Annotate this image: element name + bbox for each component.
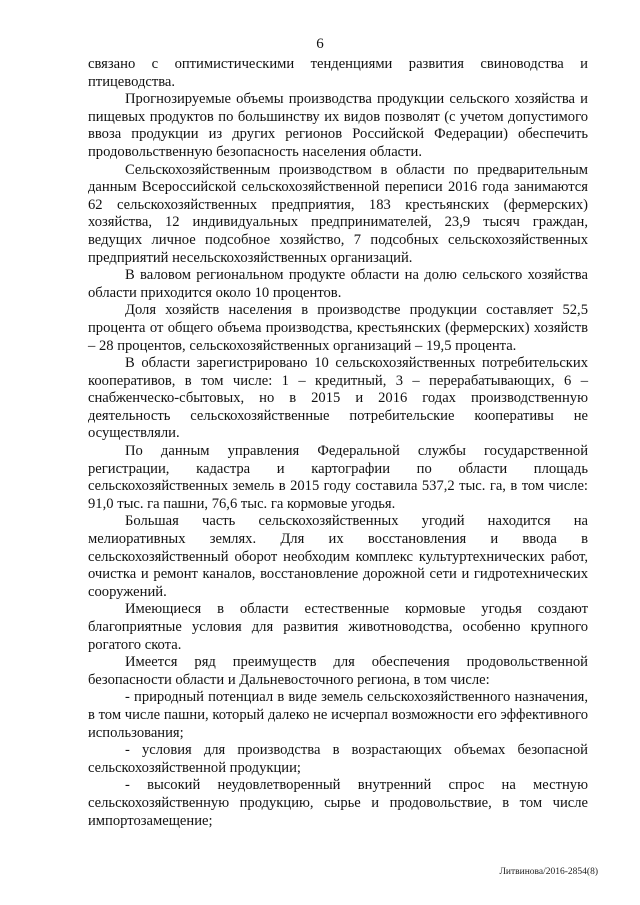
paragraph-grp-share: В валовом региональном продукте области на долю сельского хозяйства области приходится около 10 процентов. (88, 267, 588, 301)
paragraph-land-area: По данным управления Федеральной службы государственной регистрации, кадастра и картографии по области площадь сельскохозяйственных земель в 2015 году составила 537,2 тыс. га, в том числе: 91,0 тыс. га пашни, 76,6 тыс. га кормовые угодья. (88, 443, 588, 512)
paragraph-cooperatives: В области зарегистрировано 10 сельскохозяйственных потребительских кооперативов, в том числе: 1 – кредитный, 3 – перерабатывающих, 6 – снабженческо-сбытовых, но в 2015 и 2016 годах производственную деятельность сельскохозяйственные потребительские кооперативы не осуществляли. (88, 355, 588, 442)
page-number: 6 (316, 36, 324, 52)
paragraph-advantages: Имеется ряд преимуществ для обеспечения продовольственной безопасности области и Дальневосточного региона, в том числе: (88, 654, 588, 688)
paragraph-continuation: связано с оптимистическими тенденциями развития свиноводства и птицеводства. (88, 56, 588, 90)
document-body (88, 56, 588, 830)
list-item-demand: - высокий неудовлетворенный внутренний спрос на местную сельскохозяйственную продукцию, сырье и продовольствие, в том числе импортозамещение; (88, 777, 588, 829)
list-item-production-conditions: - условия для производства в возрастающих объемах безопасной сельскохозяйственной продукции; (88, 742, 588, 776)
list-item-natural-potential: - природный потенциал в виде земель сельскохозяйственного назначения, в том числе пашни, который далеко не исчерпал возможности его эффективного использования; (88, 689, 588, 741)
paragraph-forecast: Прогнозируемые объемы производства продукции сельского хозяйства и пищевых продуктов по большинству их видов позволят (с учетом допустимого ввоза продукции из других регионов Российской Федерации) обеспечить продовольственную безопасность населения области. (88, 91, 588, 160)
footer-doc-id: Литвинова/2016-2854(8) (499, 867, 598, 877)
paragraph-household-share: Доля хозяйств населения в производстве продукции составляет 52,5 процента от общего объема производства, крестьянских (фермерских) хозяйств – 28 процентов, сельскохозяйственных организаций – 19,5 процента. (88, 302, 588, 354)
paragraph-pastures: Имеющиеся в области естественные кормовые угодья создают благоприятные условия для развития животноводства, особенно крупного рогатого скота. (88, 601, 588, 653)
paragraph-producers: Сельскохозяйственным производством в области по предварительным данным Всероссийской сельскохозяйственной переписи 2016 года занимаются 62 сельскохозяйственных предприятия, 183 крестьянских (фермерских) хозяйства, 12 индивидуальных предпринимателей, 23,9 тысяч граждан, ведущих личное подсобное хозяйство, 7 подсобных сельскохозяйственных предприятий несельскохозяйственных организаций. (88, 161, 588, 266)
paragraph-melioration: Большая часть сельскохозяйственных угодий находится на мелиоративных землях. Для их восстановления и ввода в сельскохозяйственный оборот необходим комплекс культуртехнических работ, очистка и ремонт каналов, восстановление дорожной сети и гидротехнических сооружений. (88, 513, 588, 600)
